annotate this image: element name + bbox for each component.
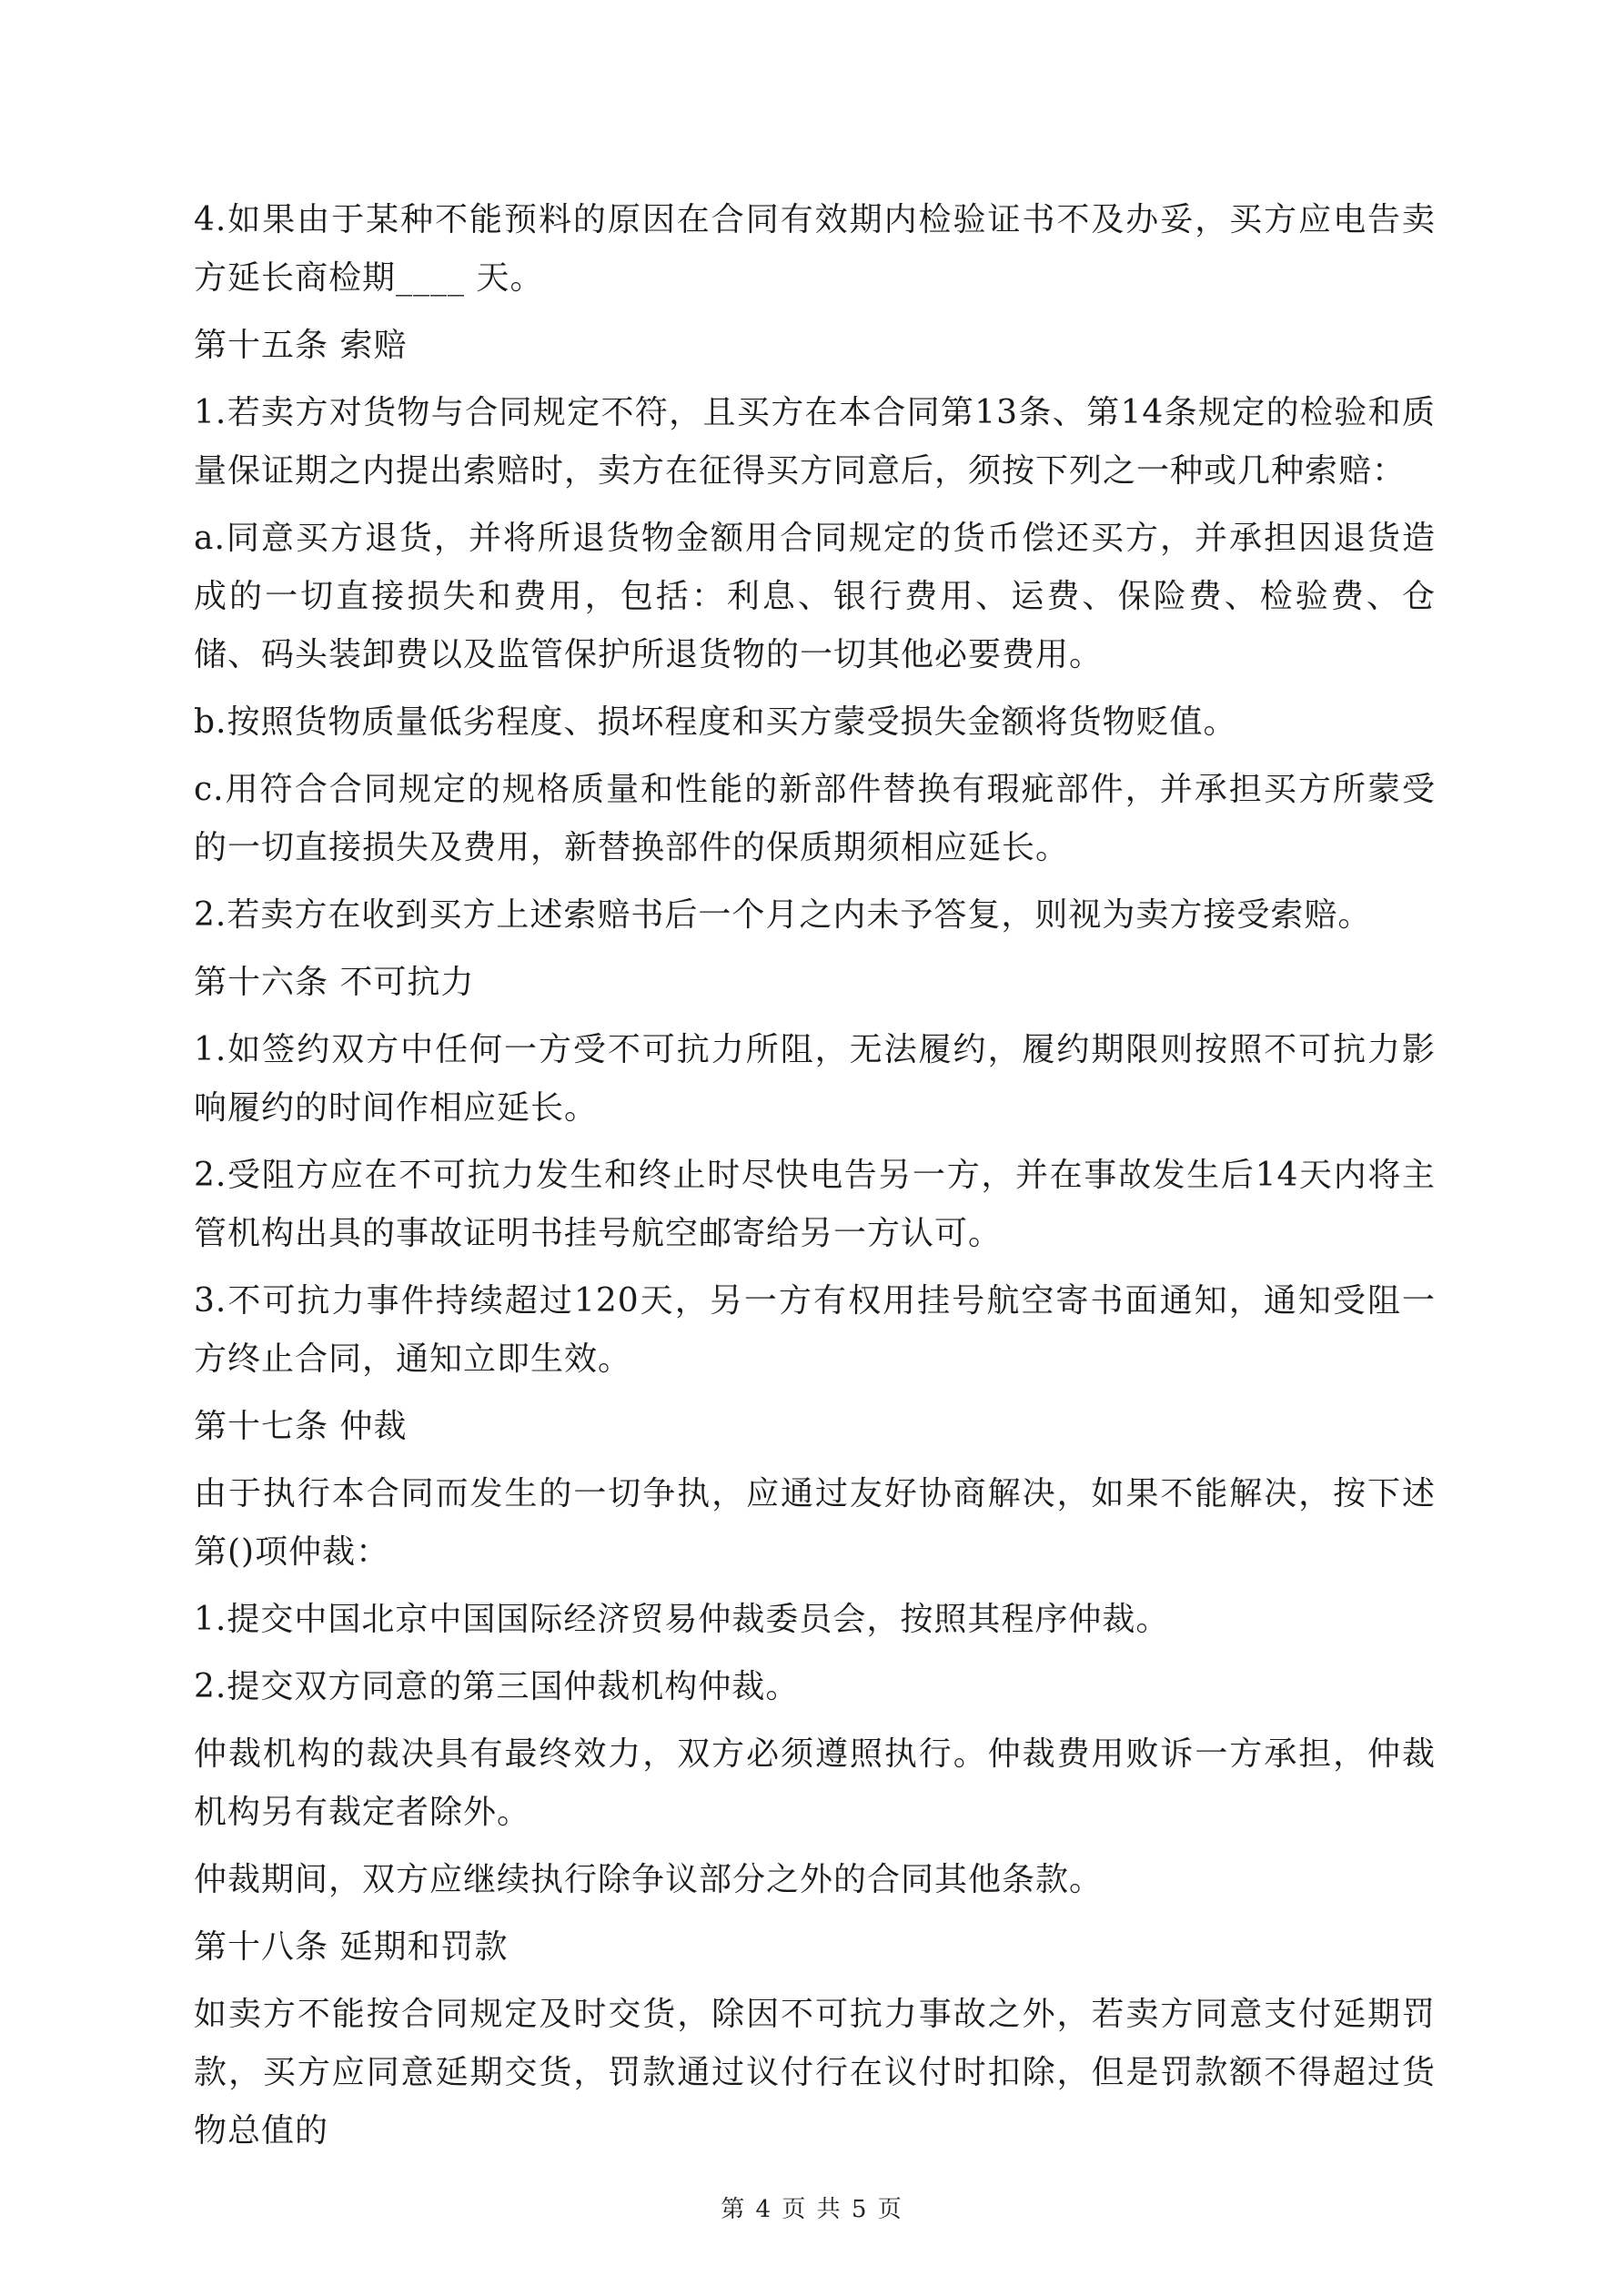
article-15-item-c: c.用符合合同规定的规格质量和性能的新部件替换有瑕疵部件，并承担买方所蒙受的一切直接损失及费用，新替换部件的保质期须相应延长。 bbox=[194, 771, 1436, 866]
article-16-item-2: 2.受阻方应在不可抗力发生和终止时尽快电告另一方，并在事故发生后14天内将主管机构出具的事故证明书挂号航空邮寄给另一方认可。 bbox=[194, 1157, 1436, 1252]
article-17-item-2: 2.提交双方同意的第三国仲裁机构仲裁。 bbox=[194, 1668, 800, 1705]
article-18-body: 如卖方不能按合同规定及时交货，除因不可抗力事故之外，若卖方同意支付延期罚款，买方应同意延期交货，罚款通过议付行在议付时扣除，但是罚款额不得超过货物总值的 bbox=[194, 1996, 1436, 2149]
article-16-item-3: 3.不可抗力事件持续超过120天，另一方有权用挂号航空寄书面通知，通知受阻一方终止合同，通知立即生效。 bbox=[194, 1282, 1436, 1378]
page-number-footer: 第 4 页 共 5 页 bbox=[721, 2196, 903, 2223]
article-15-item-b: b.按照货物质量低劣程度、损坏程度和买方蒙受损失金额将货物贬值。 bbox=[194, 703, 1237, 741]
article-16-heading: 第十六条 不可抗力 bbox=[194, 964, 475, 1001]
article-15-item-1: 1.若卖方对货物与合同规定不符，且买方在本合同第13条、第14条规定的检验和质量保证期之内提出索赔时，卖方在征得买方同意后，须按下列之一种或几种索赔： bbox=[194, 394, 1436, 490]
article-15-item-2: 2.若卖方在收到买方上述索赔书后一个月之内未予答复，则视为卖方接受索赔。 bbox=[194, 896, 1372, 934]
article-17-ruling: 仲裁机构的裁决具有最终效力，双方必须遵照执行。仲裁费用败诉一方承担，仲裁机构另有裁定者除外。 bbox=[194, 1735, 1436, 1831]
clause-14-item-4: 4.如果由于某种不能预料的原因在合同有效期内检验证书不及办妥，买方应电告卖方延长商检期____ 天。 bbox=[194, 201, 1436, 297]
article-15-item-a: a.同意买方退货，并将所退货物金额用合同规定的货币偿还买方，并承担因退货造成的一切直接损失和费用，包括：利息、银行费用、运费、保险费、检验费、仓储、码头装卸费以及监管保护所退货物的一切其他必要费用。 bbox=[194, 520, 1436, 673]
article-17-intro: 由于执行本合同而发生的一切争执，应通过友好协商解决，如果不能解决，按下述第()项仲裁： bbox=[194, 1475, 1436, 1571]
article-15-heading: 第十五条 索赔 bbox=[194, 327, 408, 364]
article-17-heading: 第十七条 仲裁 bbox=[194, 1408, 408, 1445]
article-18-heading: 第十八条 延期和罚款 bbox=[194, 1928, 509, 1966]
article-16-item-1: 1.如签约双方中任何一方受不可抗力所阻，无法履约，履约期限则按照不可抗力影响履约的时间作相应延长。 bbox=[194, 1031, 1436, 1127]
document-body bbox=[194, 191, 1436, 2170]
article-17-item-1: 1.提交中国北京中国国际经济贸易仲裁委员会，按照其程序仲裁。 bbox=[194, 1601, 1170, 1638]
article-17-during: 仲裁期间，双方应继续执行除争议部分之外的合同其他条款。 bbox=[194, 1861, 1104, 1898]
